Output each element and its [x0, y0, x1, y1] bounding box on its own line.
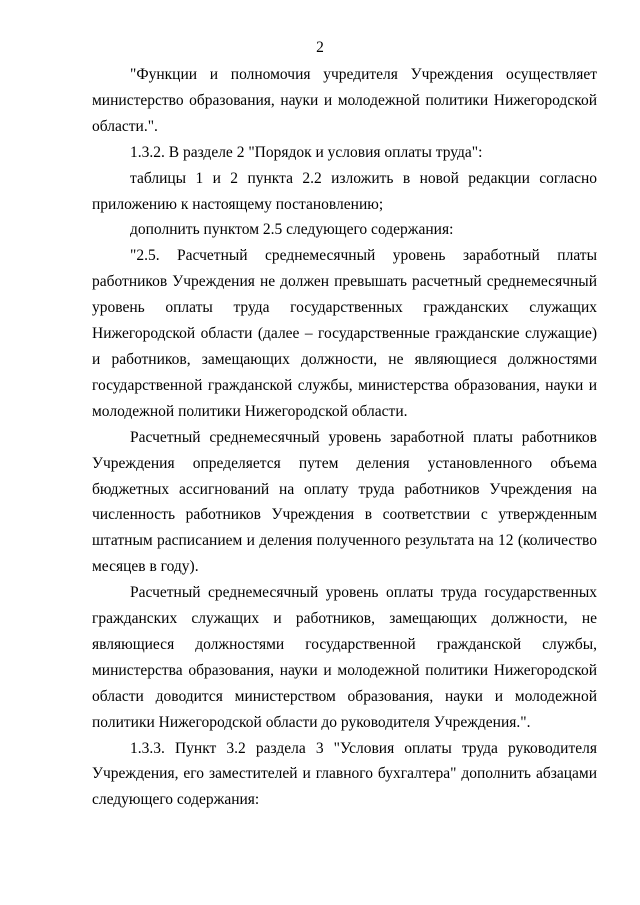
paragraph-salary-calculation: Расчетный среднемесячный уровень заработной платы работников Учреждения определяется путем деления установленного объема бюджетных ассигнований на оплату труда работников Учреждения на численность работников Учреждения в соответствии с утвержденным штатным расписанием и деления полученного результата на 12 (количество месяцев в году).: [92, 428, 597, 576]
paragraph-tables: таблицы 1 и 2 пункта 2.2 изложить в новой редакции согласно приложению к настоящему постановлению;: [92, 169, 597, 213]
paragraph-point-2-5: "2.5. Расчетный среднемесячный уровень заработный платы работников Учреждения не должен превышать расчетный среднемесячный уровень оплаты труда государственных гражданских служащих Нижегородской области (далее – государственные гражданские служащие) и работников, замещающих должности, не являющиеся должностями государственной гражданской службы, министерства образования, науки и молодежной политики Нижегородской области.: [92, 247, 597, 420]
paragraph-section-1-3-2: 1.3.2. В разделе 2 "Порядок и условия оплаты труда":: [130, 143, 483, 161]
page-number: 2: [316, 39, 324, 56]
paragraph-section-1-3-3: 1.3.3. Пункт 3.2 раздела 3 "Условия оплаты труда руководителя Учреждения, его заместителей и главного бухгалтера" дополнить абзацами следующего содержания:: [92, 739, 597, 809]
document-body: [92, 62, 597, 813]
paragraph-functions: "Функции и полномочия учредителя Учреждения осуществляет министерство образования, науки и молодежной политики Нижегородской области.".: [92, 66, 597, 135]
paragraph-salary-communication: Расчетный среднемесячный уровень оплаты труда государственных гражданских служащих и работников, замещающих должности, не являющиеся должностями государственной гражданской службы, министерства образования, науки и молодежной политики Нижегородской области доводится министерством образования, науки и молодежной политики Нижегородской области до руководителя Учреждения.".: [92, 584, 597, 731]
paragraph-add-point: дополнить пунктом 2.5 следующего содержания:: [130, 221, 454, 239]
